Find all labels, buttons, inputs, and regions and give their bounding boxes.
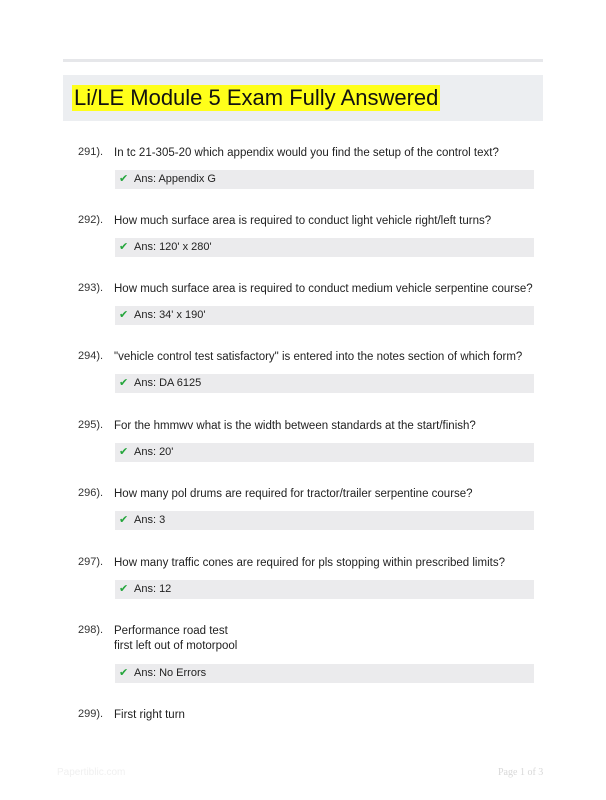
question-text: How much surface area is required to conduct medium vehicle serpentine course? <box>114 283 533 295</box>
answer-box <box>115 664 534 683</box>
question-number: 292). <box>78 214 104 226</box>
question-number: 294). <box>78 350 104 362</box>
question-number: 299). <box>78 708 104 720</box>
question-number: 293). <box>78 282 104 294</box>
answer-box <box>115 580 534 599</box>
question-text: For the hmmwv what is the width between standards at the start/finish? <box>114 420 476 432</box>
question-text: In tc 21-305-20 which appendix would you find the setup of the control text? <box>114 147 499 159</box>
answer-text: Ans: 3 <box>134 514 166 526</box>
question-number: 295). <box>78 419 104 431</box>
question-text: First right turn <box>114 709 185 721</box>
answer-box <box>115 511 534 530</box>
title-bar <box>63 75 543 121</box>
document-title: Li/LE Module 5 Exam Fully Answered <box>74 85 439 110</box>
answer-text: Ans: DA 6125 <box>134 377 202 389</box>
answer-text: Ans: Appendix G <box>134 173 216 185</box>
question-text: How many pol drums are required for tractor/trailer serpentine course? <box>114 488 473 500</box>
question-text <box>114 624 539 654</box>
question-text-line: first left out of motorpool <box>114 640 238 652</box>
check-icon: ✔ <box>119 583 129 595</box>
answer-text: Ans: No Errors <box>134 667 207 679</box>
check-icon: ✔ <box>119 241 129 253</box>
answer-box <box>115 238 534 257</box>
check-icon: ✔ <box>119 309 129 321</box>
answer-box <box>115 374 534 393</box>
answer-text: Ans: 120' x 280' <box>134 241 212 253</box>
answer-text: Ans: 12 <box>134 583 172 595</box>
answer-text: Ans: 20' <box>134 446 174 458</box>
question-number: 296). <box>78 487 104 499</box>
top-divider <box>63 59 543 62</box>
footer-watermark: Papertiblic.com <box>57 767 126 778</box>
question-number: 297). <box>78 556 104 568</box>
page-indicator: Page 1 of 3 <box>498 767 544 778</box>
check-icon: ✔ <box>119 446 129 458</box>
question-text: How many traffic cones are required for pls stopping within prescribed limits? <box>114 557 505 569</box>
check-icon: ✔ <box>119 173 129 185</box>
question-text: "vehicle control test satisfactory" is entered into the notes section of which form? <box>114 351 523 363</box>
answer-box <box>115 170 534 189</box>
answer-box <box>115 443 534 462</box>
answer-text: Ans: 34' x 190' <box>134 309 206 321</box>
question-number: 291). <box>78 146 104 158</box>
check-icon: ✔ <box>119 377 129 389</box>
question-text: How much surface area is required to conduct light vehicle right/left turns? <box>114 215 492 227</box>
check-icon: ✔ <box>119 667 129 679</box>
question-text-line: Performance road test <box>114 625 228 637</box>
check-icon: ✔ <box>119 514 129 526</box>
answer-box <box>115 306 534 325</box>
question-number: 298). <box>78 624 104 636</box>
